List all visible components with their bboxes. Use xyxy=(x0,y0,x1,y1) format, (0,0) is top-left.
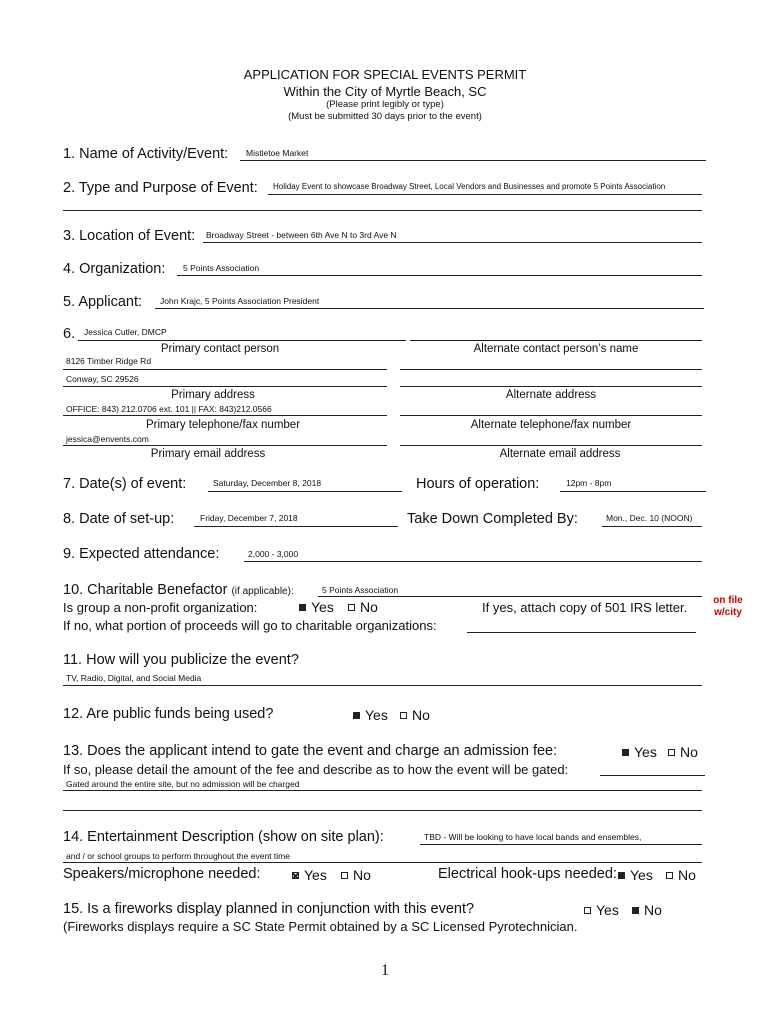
nonprofit-no-checkbox[interactable] xyxy=(348,604,355,611)
email-value: jessica@envents.com xyxy=(66,434,149,444)
hours-field-line[interactable] xyxy=(560,491,706,492)
form-title: APPLICATION FOR SPECIAL EVENTS PERMIT xyxy=(243,67,527,82)
q4-label: 4. Organization: xyxy=(63,261,166,277)
primary-email-line[interactable] xyxy=(63,445,387,446)
q7-value: Saturday, December 8, 2018 xyxy=(213,478,322,488)
gate-fee-no-label: No xyxy=(680,744,698,760)
primary-email-caption: Primary email address xyxy=(150,448,266,460)
q11-label: 11. How will you publicize the event? xyxy=(63,652,299,668)
electrical-yes-label: Yes xyxy=(630,867,653,883)
q2-label: 2. Type and Purpose of Event: xyxy=(63,180,258,196)
address-line2-value: Conway, SC 29526 xyxy=(66,374,139,384)
speakers-no-checkbox[interactable] xyxy=(341,872,348,879)
speakers-label: Speakers/microphone needed: xyxy=(63,866,261,882)
q5-field-line[interactable] xyxy=(155,308,704,309)
q7-field-line[interactable] xyxy=(208,491,402,492)
public-funds-no-label: No xyxy=(412,707,430,723)
primary-address-line1[interactable] xyxy=(63,369,387,370)
q10-label xyxy=(63,582,294,598)
gate-fee-yes-checkbox[interactable] xyxy=(622,749,629,756)
q14-value-1: TBD - Will be looking to have local bands and ensembles, xyxy=(424,832,642,842)
q14-field-line-2[interactable] xyxy=(63,862,702,863)
alt-email-caption: Alternate email address xyxy=(499,448,621,460)
nonprofit-no-label: No xyxy=(360,599,378,615)
gate-detail-line[interactable] xyxy=(600,775,705,776)
nonprofit-label: Is group a non-profit organization: xyxy=(63,600,258,615)
gate-fee-yes-option[interactable] xyxy=(622,744,657,760)
form-subtitle: Within the City of Myrtle Beach, SC xyxy=(283,84,487,99)
public-funds-no-checkbox[interactable] xyxy=(400,712,407,719)
alt-address-caption: Alternate address xyxy=(505,389,597,401)
takedown-label: Take Down Completed By: xyxy=(407,511,578,527)
speakers-no-option[interactable] xyxy=(341,867,371,883)
primary-address-line2[interactable] xyxy=(63,386,387,387)
nonprofit-yes-label: Yes xyxy=(311,599,334,615)
q1-field-line[interactable] xyxy=(240,160,706,161)
q1-value: Mistletoe Market xyxy=(246,148,309,158)
q2-field-line[interactable] xyxy=(268,194,702,195)
q4-value: 5 Points Association xyxy=(183,263,260,273)
q2-field-line-2[interactable] xyxy=(63,210,702,211)
gate-fee-no-checkbox[interactable] xyxy=(668,749,675,756)
q8-label: 8. Date of set-up: xyxy=(63,511,175,527)
alt-contact-caption: Alternate contact person’s name xyxy=(473,343,639,355)
gate-fee-yes-label: Yes xyxy=(634,744,657,760)
q10-field-line[interactable] xyxy=(318,596,702,597)
alt-phone-caption: Alternate telephone/fax number xyxy=(470,419,632,431)
nonprofit-yes-option[interactable] xyxy=(299,599,334,615)
hours-value: 12pm - 8pm xyxy=(566,478,612,488)
q3-label: 3. Location of Event: xyxy=(63,228,196,244)
q13-value: Gated around the entire site, but no admission will be charged xyxy=(66,779,300,789)
public-funds-yes-option[interactable] xyxy=(353,707,388,723)
primary-phone-caption: Primary telephone/fax number xyxy=(145,419,301,431)
electrical-no-checkbox[interactable] xyxy=(666,872,673,879)
alt-email-line[interactable] xyxy=(400,445,702,446)
fireworks-yes-checkbox[interactable] xyxy=(584,907,591,914)
primary-phone-line[interactable] xyxy=(63,415,387,416)
q1-label: 1. Name of Activity/Event: xyxy=(63,146,229,162)
attach-501-text: If yes, attach copy of 501 IRS letter. xyxy=(482,600,688,615)
primary-address-caption: Primary address xyxy=(171,389,255,401)
on-file-note: on file w/city xyxy=(713,595,743,618)
page-number: 1 xyxy=(381,962,389,979)
electrical-no-option[interactable] xyxy=(666,867,696,883)
fireworks-no-option[interactable] xyxy=(632,902,662,918)
q12-label: 12. Are public funds being used? xyxy=(63,706,274,722)
q9-label: 9. Expected attendance: xyxy=(63,546,220,562)
gate-fee-no-option[interactable] xyxy=(668,744,698,760)
q8-value: Friday, December 7, 2018 xyxy=(200,513,298,523)
q3-value: Broadway Street - between 6th Ave N to 3rd Ave N xyxy=(206,230,397,240)
q10-value: 5 Points Association xyxy=(322,585,399,595)
q13-field-line-2[interactable] xyxy=(63,810,702,811)
electrical-no-label: No xyxy=(678,867,696,883)
proceeds-field-line[interactable] xyxy=(467,632,696,633)
fireworks-no-checkbox[interactable] xyxy=(632,907,639,914)
fireworks-note: (Fireworks displays require a SC State Permit obtained by a SC Licensed Pyrotechnician. xyxy=(63,919,578,934)
form-note-print: (Please print legibly or type) xyxy=(326,99,444,110)
public-funds-yes-label: Yes xyxy=(365,707,388,723)
primary-contact-line[interactable] xyxy=(78,340,406,341)
q15-label: 15. Is a fireworks display planned in conjunction with this event? xyxy=(63,901,475,917)
fireworks-yes-label: Yes xyxy=(596,902,619,918)
alt-address-line2[interactable] xyxy=(400,386,702,387)
q7-label: 7. Date(s) of event: xyxy=(63,476,187,492)
q6-label: 6. xyxy=(63,326,76,342)
takedown-field-line[interactable] xyxy=(602,526,702,527)
q4-field-line[interactable] xyxy=(177,275,702,276)
nonprofit-yes-checkbox[interactable] xyxy=(299,604,306,611)
q10-label-text: 10. Charitable Benefactor xyxy=(63,582,228,598)
fireworks-yes-option[interactable] xyxy=(584,902,619,918)
fireworks-no-label: No xyxy=(644,902,662,918)
primary-contact-value: Jessica Cutler, DMCP xyxy=(84,327,167,337)
speakers-yes-checkbox[interactable] xyxy=(292,872,299,879)
speakers-no-label: No xyxy=(353,867,371,883)
q11-value: TV, Radio, Digital, and Social Media xyxy=(66,673,202,683)
electrical-label: Electrical hook-ups needed: xyxy=(438,866,617,882)
q3-field-line[interactable] xyxy=(203,242,702,243)
q2-value: Holiday Event to showcase Broadway Street, Local Vendors and Businesses and promote 5 Points Association xyxy=(273,182,666,191)
alt-contact-line[interactable] xyxy=(410,340,702,341)
speakers-yes-label: Yes xyxy=(304,867,327,883)
q8-field-line[interactable] xyxy=(194,526,398,527)
form-note-deadline: (Must be submitted 30 days prior to the event) xyxy=(288,111,482,122)
phone-value: OFFICE: 843) 212.0706 ext. 101 || FAX: 843)212.0566 xyxy=(66,404,272,414)
q5-value: John Krajc, 5 Points Association President xyxy=(160,296,320,306)
public-funds-yes-checkbox[interactable] xyxy=(353,712,360,719)
hours-label: Hours of operation: xyxy=(416,476,540,492)
takedown-value: Mon., Dec. 10 (NOON) xyxy=(606,513,693,523)
primary-contact-caption: Primary contact person xyxy=(160,343,280,355)
nonprofit-no-option[interactable] xyxy=(348,599,378,615)
q14-value-2: and / or school groups to perform throughout the event time xyxy=(66,851,290,861)
q14-field-line[interactable] xyxy=(420,844,702,845)
q10-applicable: (if applicable): xyxy=(231,586,294,597)
alt-phone-line[interactable] xyxy=(400,415,702,416)
q14-label: 14. Entertainment Description (show on site plan): xyxy=(63,829,384,845)
address-line1-value: 8126 Timber Ridge Rd xyxy=(66,356,152,366)
electrical-yes-option[interactable] xyxy=(618,867,653,883)
q13-field-line[interactable] xyxy=(63,790,702,791)
public-funds-no-option[interactable] xyxy=(400,707,430,723)
electrical-yes-checkbox[interactable] xyxy=(618,872,625,879)
q5-label: 5. Applicant: xyxy=(63,294,142,310)
q11-field-line[interactable] xyxy=(63,685,702,686)
q13-label: 13. Does the applicant intend to gate the event and charge an admission fee: xyxy=(63,743,558,759)
q9-value: 2,000 - 3,000 xyxy=(248,549,299,559)
q9-field-line[interactable] xyxy=(244,561,702,562)
proceeds-text: If no, what portion of proceeds will go to charitable organizations: xyxy=(63,618,437,633)
gate-detail-text: If so, please detail the amount of the fee and describe as to how the event will be gated: xyxy=(63,762,569,777)
speakers-yes-option[interactable] xyxy=(292,867,327,883)
alt-address-line1[interactable] xyxy=(400,369,702,370)
